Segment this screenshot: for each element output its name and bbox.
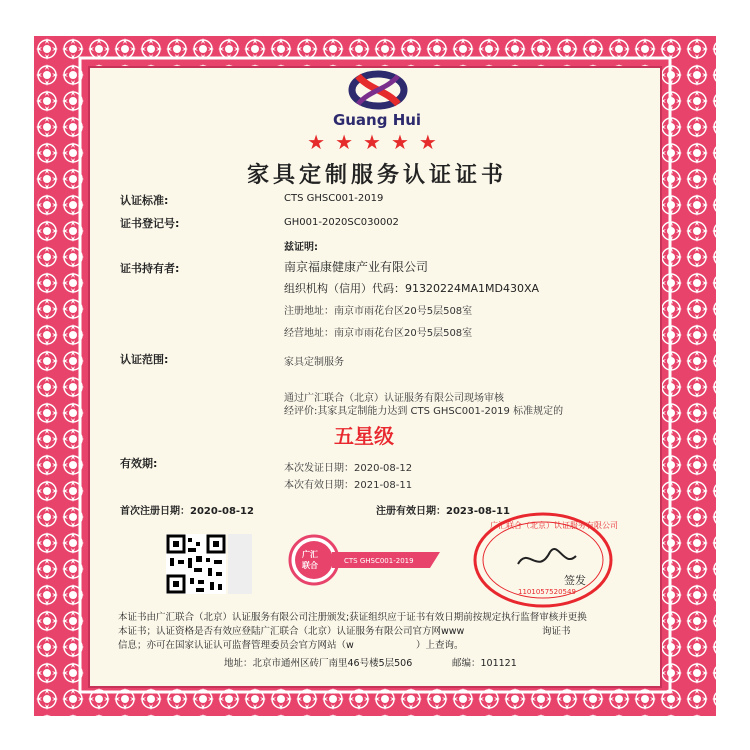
qr-code-icon (166, 534, 252, 594)
biz-address: 经营地址：南京市雨花台区20号5层508室 (284, 328, 473, 339)
badge-org-line-1: 广汇 (302, 550, 318, 559)
logo-text: Guang Hui (332, 111, 422, 129)
standard-label: 认证标准: (120, 194, 169, 207)
footer-address: 地址：北京市通州区砖厂南里46号楼5层506 (224, 658, 413, 669)
scope-label: 认证范围: (120, 353, 169, 366)
badge-org-line-2: 联合 (302, 561, 318, 570)
org-code: 组织机构（信用）代码：91320224MA1MD430XA (284, 282, 540, 295)
certificate-paper (88, 66, 662, 688)
reg-address: 注册地址：南京市雨花台区20号5层508室 (284, 306, 473, 317)
issue-date: 本次发证日期：2020-08-12 (284, 463, 413, 474)
standard-value: CTS GHSC001-2019 (284, 193, 384, 204)
badge-standard: CTS GHSC001-2019 (344, 557, 414, 565)
guanghui-logo-icon (348, 70, 408, 110)
certificate-title: 家具定制服务认证证书 (246, 163, 507, 188)
footer-line-3: 信息；亦可在国家认证认可监督管理委员会官方网站（w (118, 640, 354, 651)
valid-date: 本次有效日期：2021-08-11 (284, 480, 413, 491)
validity-label: 有效期: (120, 457, 158, 470)
reg-valid-date: 注册有效日期：2023-08-11 (376, 506, 510, 517)
footer-line-3-end: ）上查询。 (416, 640, 464, 651)
grade: 五星级 (334, 424, 394, 448)
footer-postcode: 邮编：101121 (452, 658, 517, 669)
eval-line-1: 通过广汇联合（北京）认证服务有限公司现场审核 (284, 393, 504, 404)
eval-line-2: 经评价:其家具定制能力达到 CTS GHSC001-2019 标准规定的 (284, 406, 564, 417)
proof-label: 兹证明: (284, 242, 318, 253)
sign-label: 签发 (564, 574, 586, 587)
holder-label: 证书持有者: (120, 262, 180, 275)
cert-no-label: 证书登记号: (120, 217, 180, 230)
footer-line-2: 本证书；认证资格是否有效应登陆广汇联合（北京）认证服务有限公司官方网www (118, 626, 465, 637)
cert-no-value: GH001-2020SC030002 (284, 217, 399, 228)
scope-value: 家具定制服务 (284, 357, 344, 368)
seal-number: 1101057520549 (518, 588, 576, 596)
first-reg-date: 首次注册日期：2020-08-12 (120, 506, 254, 517)
holder-name: 南京福康健康产业有限公司 (284, 260, 429, 274)
footer-line-2-end: 询证书 (542, 626, 571, 637)
seal-text: 广汇联合（北京）认证服务有限公司 (490, 521, 618, 530)
five-stars: ★★★★★ (307, 130, 447, 154)
footer-line-1: 本证书由广汇联合（北京）认证服务有限公司注册颁发;获证组织应于证书有效日期前按规定执行监督审核并更换 (118, 612, 587, 623)
